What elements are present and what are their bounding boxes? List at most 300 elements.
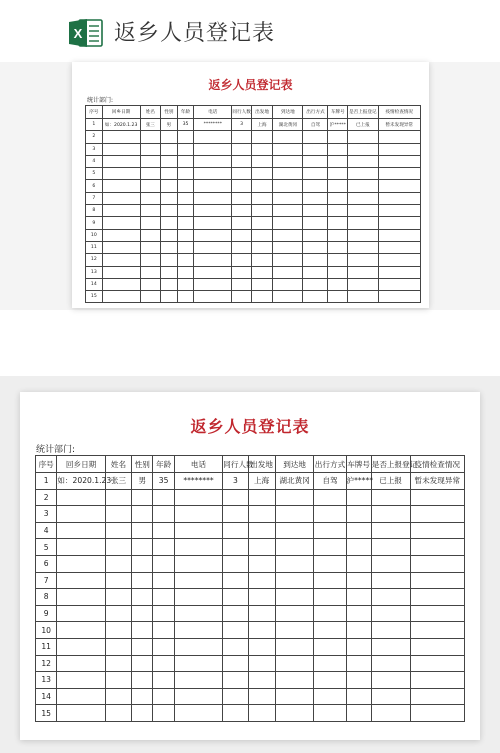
table-cell[interactable] <box>346 605 371 622</box>
table-cell[interactable] <box>105 622 131 639</box>
table-cell[interactable] <box>232 291 252 303</box>
table-cell[interactable] <box>232 266 252 278</box>
table-cell[interactable] <box>153 506 174 523</box>
table-cell[interactable] <box>223 638 248 655</box>
table-cell[interactable] <box>275 589 314 606</box>
table-cell[interactable] <box>378 205 421 217</box>
table-cell[interactable] <box>410 489 464 506</box>
table-cell[interactable] <box>346 539 371 556</box>
table-cell[interactable] <box>328 229 348 241</box>
table-cell[interactable] <box>371 605 410 622</box>
table-cell[interactable] <box>348 229 378 241</box>
table-cell[interactable] <box>105 506 131 523</box>
table-cell[interactable] <box>194 192 232 204</box>
table-cell[interactable] <box>328 278 348 290</box>
table-cell[interactable]: 35 <box>153 473 174 490</box>
table-cell[interactable]: 3 <box>223 473 248 490</box>
table-cell[interactable] <box>57 572 106 589</box>
table-cell[interactable] <box>346 506 371 523</box>
table-cell[interactable] <box>314 572 346 589</box>
table-cell[interactable]: 已上报 <box>371 473 410 490</box>
table-cell[interactable] <box>410 539 464 556</box>
table-cell[interactable] <box>105 489 131 506</box>
table-cell[interactable]: 男 <box>132 473 153 490</box>
table-cell[interactable] <box>57 522 106 539</box>
table-cell[interactable] <box>348 131 378 143</box>
table-cell[interactable] <box>378 254 421 266</box>
table-cell[interactable] <box>303 155 328 167</box>
table-cell[interactable] <box>105 638 131 655</box>
table-cell[interactable] <box>174 655 223 672</box>
table-cell[interactable] <box>153 672 174 689</box>
table-cell[interactable]: 已上报 <box>348 119 378 131</box>
table-cell[interactable] <box>314 506 346 523</box>
table-cell[interactable] <box>194 143 232 155</box>
table-cell[interactable] <box>248 605 275 622</box>
table-cell[interactable] <box>410 522 464 539</box>
table-cell[interactable] <box>102 143 140 155</box>
table-cell[interactable] <box>273 180 303 192</box>
table-cell[interactable] <box>161 155 178 167</box>
table-cell[interactable] <box>132 622 153 639</box>
table-cell[interactable] <box>132 605 153 622</box>
table-cell[interactable] <box>328 155 348 167</box>
table-cell[interactable] <box>105 589 131 606</box>
table-cell[interactable] <box>232 192 252 204</box>
table-cell[interactable] <box>328 143 348 155</box>
table-cell[interactable] <box>273 241 303 253</box>
table-cell[interactable] <box>194 180 232 192</box>
table-cell[interactable] <box>371 489 410 506</box>
table-cell[interactable] <box>223 539 248 556</box>
table-cell[interactable] <box>371 655 410 672</box>
table-cell[interactable] <box>248 688 275 705</box>
table-cell[interactable] <box>140 143 160 155</box>
table-cell[interactable] <box>232 229 252 241</box>
table-cell[interactable] <box>248 622 275 639</box>
table-cell[interactable] <box>174 589 223 606</box>
table-cell[interactable] <box>328 205 348 217</box>
table-cell[interactable] <box>275 506 314 523</box>
table-cell[interactable] <box>275 572 314 589</box>
table-cell[interactable] <box>194 254 232 266</box>
table-cell[interactable] <box>378 291 421 303</box>
table-cell[interactable] <box>248 638 275 655</box>
table-cell[interactable] <box>161 241 178 253</box>
table-cell[interactable] <box>57 506 106 523</box>
table-cell[interactable] <box>105 672 131 689</box>
table-cell[interactable] <box>174 705 223 722</box>
table-cell[interactable]: 张三 <box>140 119 160 131</box>
table-cell[interactable] <box>348 266 378 278</box>
table-cell[interactable] <box>102 155 140 167</box>
table-cell[interactable] <box>378 278 421 290</box>
table-cell[interactable] <box>371 589 410 606</box>
table-cell[interactable] <box>303 217 328 229</box>
table-cell[interactable] <box>273 131 303 143</box>
table-cell[interactable] <box>314 638 346 655</box>
table-cell[interactable] <box>102 168 140 180</box>
table-cell[interactable] <box>251 168 272 180</box>
table-cell[interactable] <box>132 589 153 606</box>
table-cell[interactable] <box>161 254 178 266</box>
table-cell[interactable] <box>410 572 464 589</box>
table-cell[interactable] <box>378 217 421 229</box>
table-cell[interactable] <box>314 655 346 672</box>
table-cell[interactable] <box>102 241 140 253</box>
table-cell[interactable] <box>248 572 275 589</box>
table-cell[interactable] <box>140 192 160 204</box>
table-cell[interactable] <box>328 266 348 278</box>
table-cell[interactable] <box>314 589 346 606</box>
table-cell[interactable] <box>57 489 106 506</box>
table-cell[interactable] <box>371 705 410 722</box>
table-cell[interactable] <box>232 143 252 155</box>
table-cell[interactable] <box>132 638 153 655</box>
table-cell[interactable] <box>223 489 248 506</box>
table-cell[interactable] <box>177 143 194 155</box>
table-cell[interactable] <box>314 522 346 539</box>
table-cell[interactable] <box>232 217 252 229</box>
table-cell[interactable] <box>161 266 178 278</box>
table-cell[interactable] <box>303 168 328 180</box>
table-cell[interactable] <box>303 131 328 143</box>
table-cell[interactable] <box>194 241 232 253</box>
table-cell[interactable] <box>132 522 153 539</box>
table-cell[interactable] <box>251 291 272 303</box>
table-cell[interactable]: 男 <box>161 119 178 131</box>
table-cell[interactable] <box>348 291 378 303</box>
table-cell[interactable] <box>371 539 410 556</box>
table-cell[interactable] <box>251 254 272 266</box>
table-cell[interactable] <box>273 291 303 303</box>
table-cell[interactable] <box>140 278 160 290</box>
table-cell[interactable] <box>303 278 328 290</box>
table-cell[interactable] <box>161 217 178 229</box>
table-cell[interactable] <box>346 522 371 539</box>
table-cell[interactable] <box>251 192 272 204</box>
table-cell[interactable] <box>303 180 328 192</box>
table-cell[interactable] <box>132 506 153 523</box>
table-cell[interactable] <box>194 217 232 229</box>
table-cell[interactable] <box>102 291 140 303</box>
table-cell[interactable] <box>102 192 140 204</box>
table-cell[interactable] <box>223 572 248 589</box>
table-cell[interactable] <box>153 489 174 506</box>
table-cell[interactable] <box>153 622 174 639</box>
table-cell[interactable]: ******** <box>194 119 232 131</box>
table-cell[interactable] <box>371 506 410 523</box>
table-cell[interactable] <box>378 192 421 204</box>
table-cell[interactable] <box>348 192 378 204</box>
table-cell[interactable] <box>105 555 131 572</box>
table-cell[interactable] <box>57 605 106 622</box>
table-cell[interactable] <box>140 229 160 241</box>
table-cell[interactable] <box>140 205 160 217</box>
table-cell[interactable] <box>132 572 153 589</box>
table-cell[interactable] <box>346 572 371 589</box>
table-cell[interactable] <box>57 655 106 672</box>
table-cell[interactable] <box>57 589 106 606</box>
table-cell[interactable] <box>248 672 275 689</box>
table-cell[interactable] <box>303 266 328 278</box>
table-cell[interactable] <box>177 168 194 180</box>
table-cell[interactable] <box>194 131 232 143</box>
table-cell[interactable]: 如：2020.1.23 <box>57 473 106 490</box>
table-cell[interactable] <box>223 555 248 572</box>
table-cell[interactable] <box>273 254 303 266</box>
table-cell[interactable] <box>102 205 140 217</box>
table-cell[interactable] <box>348 217 378 229</box>
table-cell[interactable] <box>153 522 174 539</box>
table-cell[interactable] <box>232 131 252 143</box>
table-cell[interactable] <box>410 672 464 689</box>
table-cell[interactable] <box>251 205 272 217</box>
table-cell[interactable] <box>371 638 410 655</box>
table-cell[interactable] <box>303 254 328 266</box>
table-cell[interactable] <box>57 672 106 689</box>
table-cell[interactable] <box>232 278 252 290</box>
table-cell[interactable]: 暂未发现异常 <box>378 119 421 131</box>
table-cell[interactable] <box>248 506 275 523</box>
table-cell[interactable] <box>378 168 421 180</box>
table-cell[interactable] <box>194 168 232 180</box>
table-cell[interactable] <box>102 229 140 241</box>
table-cell[interactable] <box>153 605 174 622</box>
table-cell[interactable]: 3 <box>232 119 252 131</box>
table-cell[interactable] <box>105 688 131 705</box>
table-cell[interactable] <box>348 168 378 180</box>
table-cell[interactable] <box>314 539 346 556</box>
table-cell[interactable] <box>328 180 348 192</box>
table-cell[interactable] <box>273 229 303 241</box>
table-cell[interactable] <box>132 672 153 689</box>
table-cell[interactable] <box>174 539 223 556</box>
table-cell[interactable] <box>177 266 194 278</box>
table-cell[interactable] <box>223 672 248 689</box>
table-cell[interactable] <box>232 180 252 192</box>
table-cell[interactable] <box>275 688 314 705</box>
table-cell[interactable]: 沪***** <box>346 473 371 490</box>
table-cell[interactable] <box>177 278 194 290</box>
table-cell[interactable] <box>102 266 140 278</box>
table-cell[interactable] <box>177 180 194 192</box>
table-cell[interactable] <box>140 291 160 303</box>
table-cell[interactable]: 上海 <box>248 473 275 490</box>
table-cell[interactable] <box>346 705 371 722</box>
table-cell[interactable] <box>314 555 346 572</box>
table-cell[interactable] <box>140 241 160 253</box>
table-cell[interactable] <box>303 205 328 217</box>
table-cell[interactable] <box>273 155 303 167</box>
table-cell[interactable] <box>303 241 328 253</box>
table-cell[interactable] <box>410 638 464 655</box>
table-cell[interactable] <box>273 278 303 290</box>
table-cell[interactable] <box>410 688 464 705</box>
table-cell[interactable] <box>371 555 410 572</box>
table-cell[interactable] <box>378 180 421 192</box>
table-cell[interactable] <box>102 254 140 266</box>
table-cell[interactable] <box>132 489 153 506</box>
table-cell[interactable] <box>177 131 194 143</box>
table-cell[interactable] <box>248 589 275 606</box>
table-cell[interactable] <box>248 555 275 572</box>
table-cell[interactable] <box>314 605 346 622</box>
table-cell[interactable] <box>223 506 248 523</box>
table-cell[interactable] <box>153 555 174 572</box>
table-cell[interactable] <box>251 143 272 155</box>
table-cell[interactable] <box>57 622 106 639</box>
table-cell[interactable] <box>328 131 348 143</box>
table-cell[interactable] <box>102 180 140 192</box>
table-cell[interactable] <box>194 278 232 290</box>
table-cell[interactable] <box>314 622 346 639</box>
table-cell[interactable] <box>328 291 348 303</box>
table-cell[interactable] <box>251 155 272 167</box>
table-cell[interactable] <box>410 605 464 622</box>
table-cell[interactable] <box>140 266 160 278</box>
table-cell[interactable] <box>251 180 272 192</box>
table-cell[interactable] <box>161 205 178 217</box>
table-cell[interactable] <box>410 589 464 606</box>
table-cell[interactable] <box>174 506 223 523</box>
table-cell[interactable] <box>273 217 303 229</box>
table-cell[interactable] <box>194 266 232 278</box>
table-cell[interactable] <box>346 672 371 689</box>
table-cell[interactable] <box>177 291 194 303</box>
table-cell[interactable] <box>177 217 194 229</box>
table-cell[interactable] <box>223 622 248 639</box>
table-cell[interactable] <box>223 705 248 722</box>
table-cell[interactable] <box>57 688 106 705</box>
table-cell[interactable] <box>57 638 106 655</box>
table-cell[interactable] <box>232 168 252 180</box>
table-cell[interactable]: 张三 <box>105 473 131 490</box>
table-cell[interactable] <box>177 254 194 266</box>
table-cell[interactable] <box>174 489 223 506</box>
table-cell[interactable] <box>275 622 314 639</box>
table-cell[interactable] <box>303 143 328 155</box>
table-cell[interactable] <box>273 266 303 278</box>
table-cell[interactable] <box>57 555 106 572</box>
table-cell[interactable] <box>348 241 378 253</box>
table-cell[interactable] <box>153 705 174 722</box>
table-cell[interactable] <box>248 705 275 722</box>
table-cell[interactable] <box>378 143 421 155</box>
table-cell[interactable] <box>223 522 248 539</box>
table-cell[interactable] <box>346 688 371 705</box>
table-cell[interactable] <box>174 622 223 639</box>
table-cell[interactable] <box>346 622 371 639</box>
table-cell[interactable] <box>174 522 223 539</box>
table-cell[interactable] <box>232 205 252 217</box>
table-cell[interactable] <box>348 205 378 217</box>
table-cell[interactable] <box>275 638 314 655</box>
table-cell[interactable] <box>371 572 410 589</box>
table-cell[interactable]: 如：2020.1.23 <box>102 119 140 131</box>
table-cell[interactable] <box>348 278 378 290</box>
table-cell[interactable] <box>314 688 346 705</box>
table-cell[interactable] <box>140 217 160 229</box>
table-cell[interactable] <box>161 168 178 180</box>
table-cell[interactable] <box>161 180 178 192</box>
table-cell[interactable] <box>348 143 378 155</box>
table-cell[interactable] <box>132 555 153 572</box>
table-cell[interactable] <box>105 705 131 722</box>
table-cell[interactable] <box>105 605 131 622</box>
table-cell[interactable] <box>161 192 178 204</box>
table-cell[interactable] <box>378 241 421 253</box>
table-cell[interactable] <box>275 522 314 539</box>
table-cell[interactable] <box>314 489 346 506</box>
table-cell[interactable] <box>174 638 223 655</box>
table-cell[interactable] <box>57 539 106 556</box>
table-cell[interactable] <box>232 254 252 266</box>
table-cell[interactable] <box>275 655 314 672</box>
table-cell[interactable] <box>410 506 464 523</box>
table-cell[interactable] <box>273 143 303 155</box>
table-cell[interactable] <box>303 291 328 303</box>
table-cell[interactable] <box>132 539 153 556</box>
table-cell[interactable]: 暂未发现异常 <box>410 473 464 490</box>
table-cell[interactable] <box>223 688 248 705</box>
table-cell[interactable] <box>346 638 371 655</box>
table-cell[interactable] <box>348 155 378 167</box>
table-cell[interactable] <box>275 705 314 722</box>
table-cell[interactable] <box>105 655 131 672</box>
table-cell[interactable] <box>275 489 314 506</box>
table-cell[interactable] <box>273 168 303 180</box>
table-cell[interactable] <box>251 278 272 290</box>
table-cell[interactable] <box>251 229 272 241</box>
table-cell[interactable]: 自驾 <box>303 119 328 131</box>
table-cell[interactable] <box>303 192 328 204</box>
table-cell[interactable]: 湖北黄冈 <box>275 473 314 490</box>
table-cell[interactable] <box>174 605 223 622</box>
table-cell[interactable] <box>153 688 174 705</box>
table-cell[interactable] <box>248 539 275 556</box>
table-cell[interactable] <box>57 705 106 722</box>
table-cell[interactable] <box>251 217 272 229</box>
table-cell[interactable]: ******** <box>174 473 223 490</box>
table-cell[interactable] <box>346 555 371 572</box>
table-cell[interactable] <box>102 131 140 143</box>
table-cell[interactable] <box>132 705 153 722</box>
table-cell[interactable] <box>177 241 194 253</box>
table-cell[interactable] <box>132 655 153 672</box>
table-cell[interactable] <box>328 254 348 266</box>
table-cell[interactable] <box>194 155 232 167</box>
table-cell[interactable] <box>273 205 303 217</box>
table-cell[interactable] <box>232 155 252 167</box>
table-cell[interactable] <box>174 555 223 572</box>
table-cell[interactable] <box>410 705 464 722</box>
table-cell[interactable]: 沪***** <box>328 119 348 131</box>
table-cell[interactable] <box>174 672 223 689</box>
table-cell[interactable] <box>161 229 178 241</box>
table-cell[interactable] <box>371 522 410 539</box>
table-cell[interactable] <box>314 672 346 689</box>
table-cell[interactable] <box>161 291 178 303</box>
table-cell[interactable] <box>378 131 421 143</box>
table-cell[interactable] <box>174 688 223 705</box>
table-cell[interactable] <box>140 180 160 192</box>
table-cell[interactable] <box>223 589 248 606</box>
table-cell[interactable] <box>346 589 371 606</box>
table-cell[interactable] <box>328 241 348 253</box>
table-cell[interactable] <box>248 489 275 506</box>
table-cell[interactable] <box>251 266 272 278</box>
